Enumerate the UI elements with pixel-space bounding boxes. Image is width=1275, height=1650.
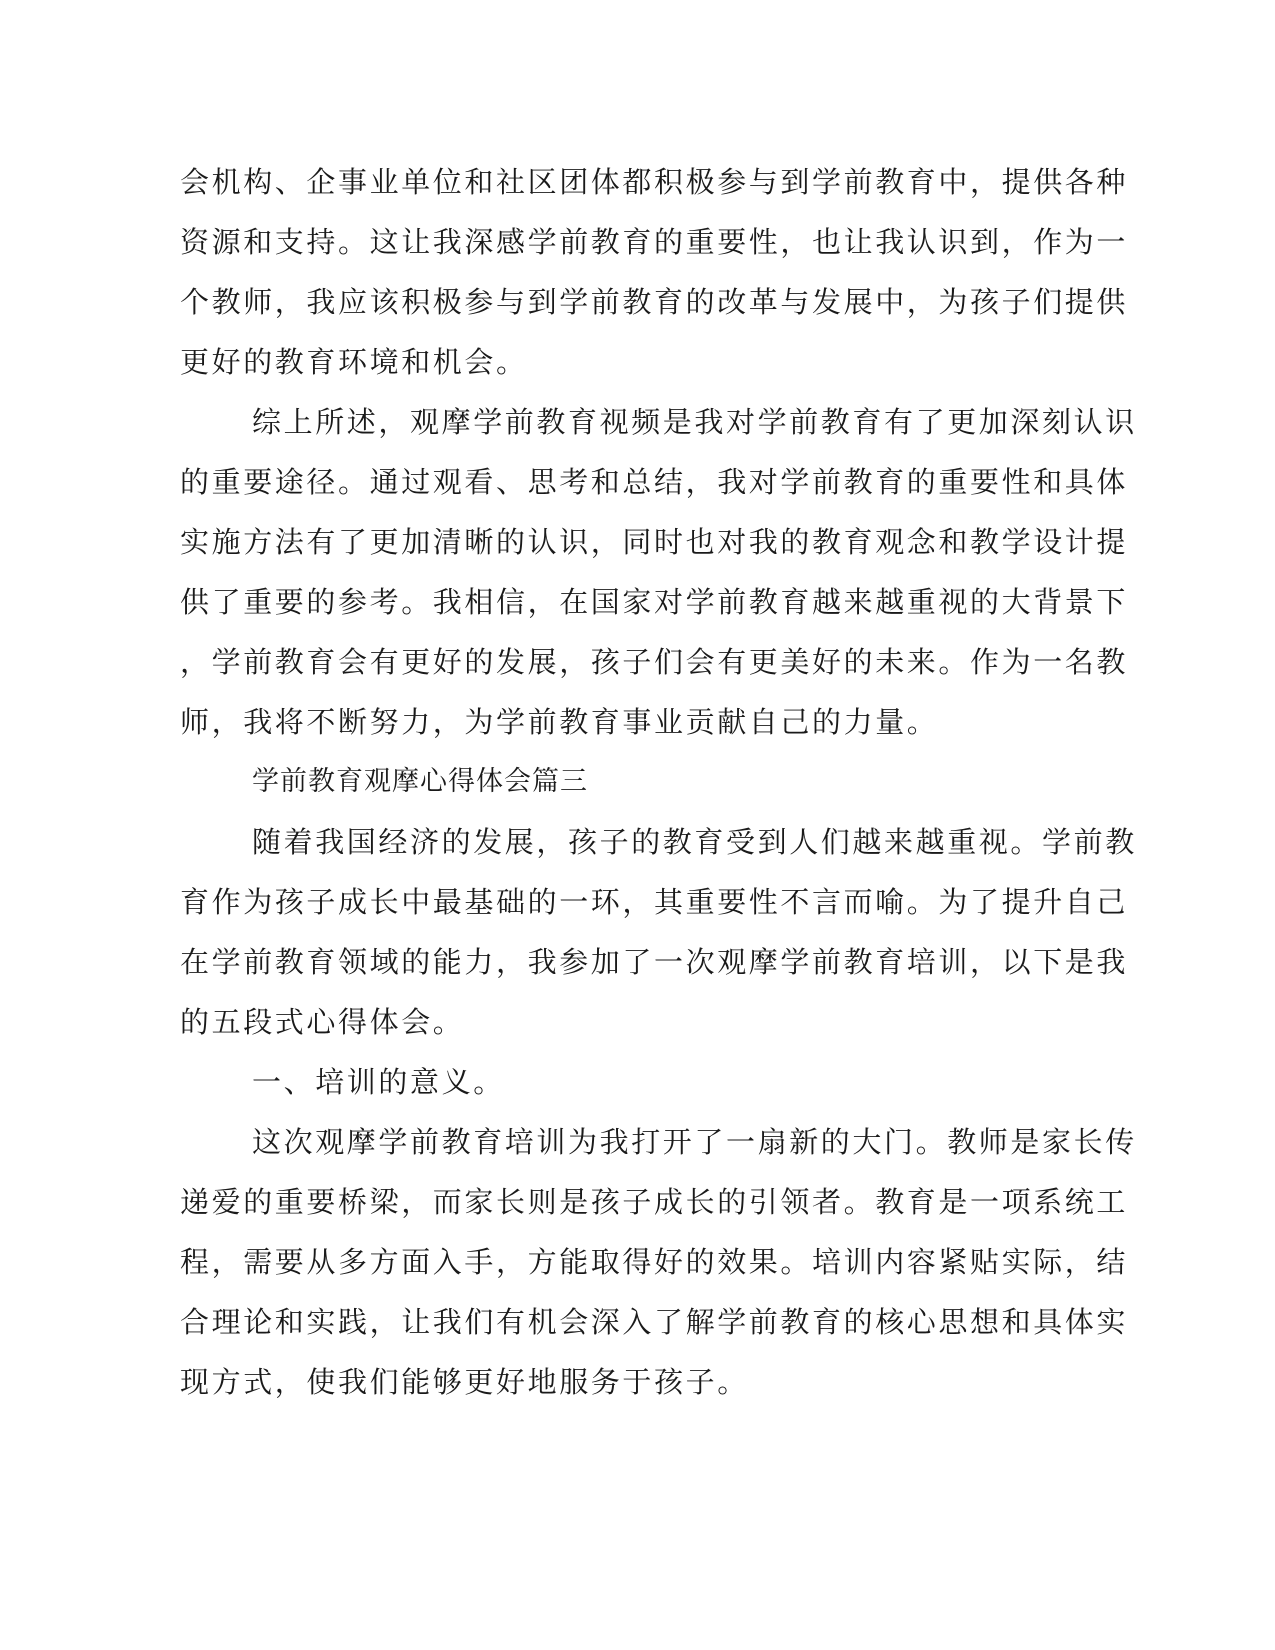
text-line: 供了重要的参考。我相信，在国家对学前教育越来越重视的大背景下 (180, 585, 1129, 619)
text-line: 的重要途径。通过观看、思考和总结，我对学前教育的重要性和具体 (180, 465, 1129, 499)
paragraph-first-line: 综上所述，观摩学前教育视频是我对学前教育有了更加深刻认识 (252, 405, 1137, 439)
document-body (180, 152, 1137, 1412)
text-line: 会机构、企事业单位和社区团体都积极参与到学前教育中，提供各种 (180, 165, 1129, 199)
text-line: 程，需要从多方面入手，方能取得好的效果。培训内容紧贴实际，结 (180, 1245, 1129, 1279)
text-line: 资源和支持。这让我深感学前教育的重要性，也让我认识到，作为一 (180, 225, 1129, 259)
text-line: 的五段式心得体会。 (180, 1005, 465, 1039)
text-line: 递爱的重要桥梁，而家长则是孩子成长的引领者。教育是一项系统工 (180, 1185, 1129, 1219)
text-line: 师，我将不断努力，为学前教育事业贡献自己的力量。 (180, 705, 939, 739)
text-line: 个教师，我应该积极参与到学前教育的改革与发展中，为孩子们提供 (180, 285, 1129, 319)
section-heading: 学前教育观摩心得体会篇三 (252, 766, 588, 797)
text-line: 实施方法有了更加清晰的认识，同时也对我的教育观念和教学设计提 (180, 525, 1129, 559)
paragraph-first-line: 随着我国经济的发展，孩子的教育受到人们越来越重视。学前教 (252, 825, 1137, 859)
paragraph-first-line: 这次观摩学前教育培训为我打开了一扇新的大门。教师是家长传 (252, 1125, 1137, 1159)
text-line: 在学前教育领域的能力，我参加了一次观摩学前教育培训，以下是我 (180, 945, 1129, 979)
text-line: 合理论和实践，让我们有机会深入了解学前教育的核心思想和具体实 (180, 1305, 1129, 1339)
text-line: 育作为孩子成长中最基础的一环，其重要性不言而喻。为了提升自己 (180, 885, 1129, 919)
text-line: 现方式，使我们能够更好地服务于孩子。 (180, 1365, 749, 1399)
subsection-heading: 一、培训的意义。 (252, 1065, 505, 1099)
text-line: 更好的教育环境和机会。 (180, 345, 528, 379)
text-line: ，学前教育会有更好的发展，孩子们会有更美好的未来。作为一名教 (180, 645, 1129, 679)
